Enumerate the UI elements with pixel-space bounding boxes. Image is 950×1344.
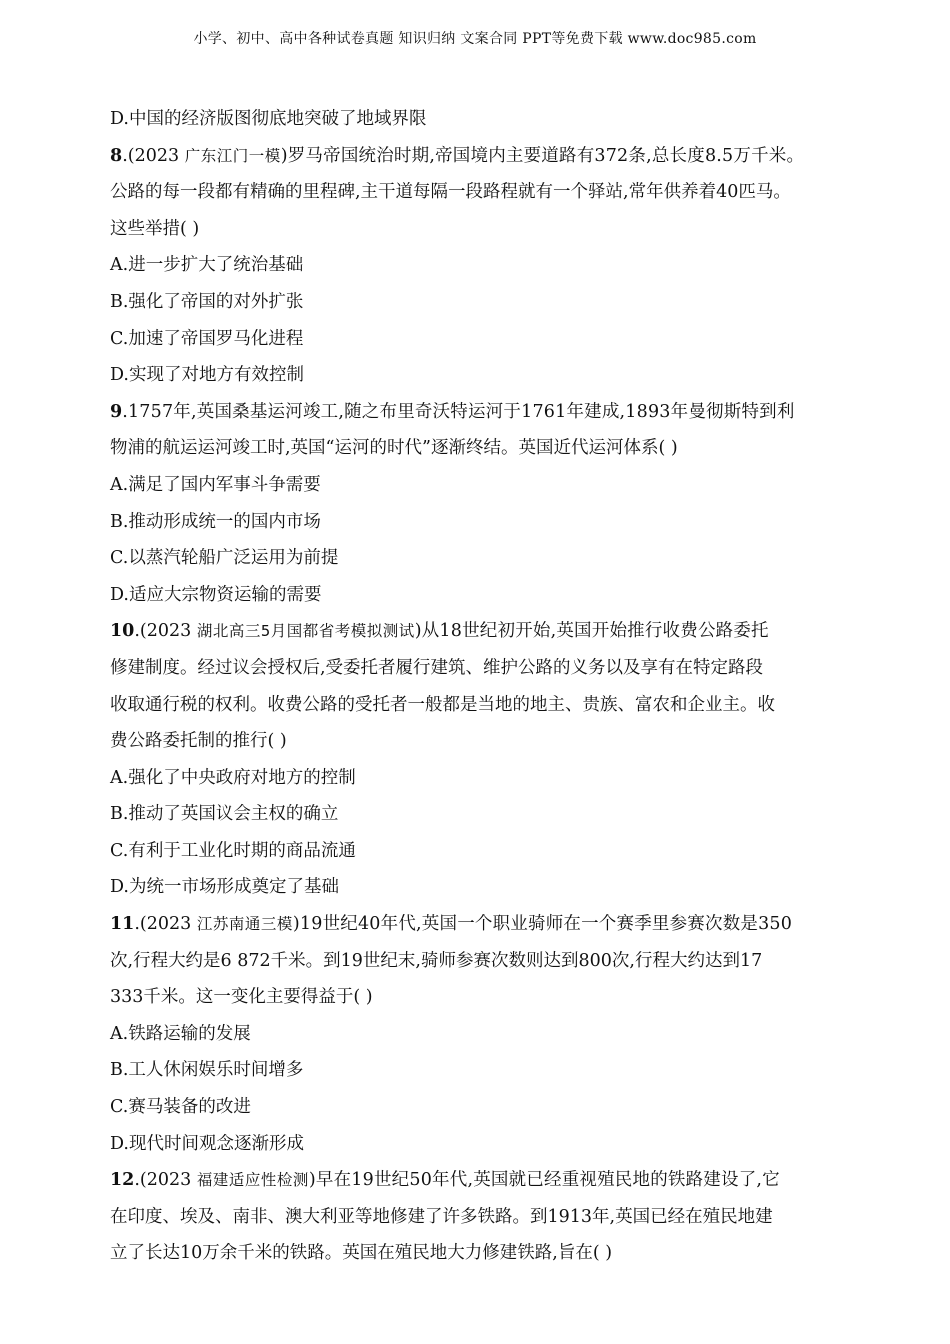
question-8-stem-line-1 [110,138,860,175]
source-open: .(2023 [134,1170,197,1191]
source-open: .(2023 [134,914,197,935]
stem-text: )19世纪40年代,英国一个职业骑师在一个赛季里参赛次数是350 [292,914,793,935]
question-number: 12 [110,1170,135,1191]
question-11-option-c: C.赛马装备的改进 [110,1097,251,1118]
prev-question-option-d: D.中国的经济版图彻底地突破了地域界限 [110,109,427,129]
question-9-option-a: A.满足了国内军事斗争需要 [110,474,321,495]
exam-content [110,101,860,1272]
question-11-option-a: A.铁路运输的发展 [110,1023,251,1044]
question-number: 9 [110,401,123,422]
question-12-stem-line-2: 在印度、埃及、南非、澳大利亚等地修建了许多铁路。到1913年,英国已经在殖民地建 [110,1206,773,1227]
question-8-stem-line-2: 公路的每一段都有精确的里程碑,主干道每隔一段路程就有一个驿站,常年供养着40匹马。 [110,182,791,203]
question-10-stem-line-2: 修建制度。经过议会授权后,受委托者履行建筑、维护公路的义务以及享有在特定路段 [110,657,764,678]
question-8 [110,138,860,394]
question-11 [110,906,860,1162]
question-9 [110,394,860,614]
question-10-option-c: C.有利于工业化时期的商品流通 [110,840,356,861]
question-11-option-d: D.现代时间观念逐渐形成 [110,1133,304,1154]
stem-text: )罗马帝国统治时期,帝国境内主要道路有372条,总长度8.5万千米。 [280,145,805,166]
question-11-option-b: B.工人休闲娱乐时间增多 [110,1060,304,1081]
source-open: .(2023 [134,621,197,642]
question-8-option-c: C.加速了帝国罗马化进程 [110,328,304,349]
question-9-stem-line-1 [110,394,860,431]
question-9-option-c: C.以蒸汽轮船广泛运用为前提 [110,548,339,569]
question-11-stem-line-2: 次,行程大约是6 872千米。到19世纪末,骑师参赛次数则达到800次,行程大约达到17 [110,950,763,971]
question-8-option-a: A.进一步扩大了统治基础 [110,255,304,276]
question-source: 湖北高三5月国都省考模拟测试 [196,622,415,641]
question-10-stem-line-1 [110,613,860,650]
question-source: 福建适应性检测 [196,1171,309,1190]
question-source: 广东江门一模 [184,146,281,165]
question-12-stem-line-1 [110,1162,860,1199]
question-number: 10 [110,621,135,642]
stem-text: )早在19世纪50年代,英国就已经重视殖民地的铁路建设了,它 [308,1170,780,1191]
question-10 [110,613,860,906]
question-9-option-b: B.推动形成统一的国内市场 [110,511,321,532]
question-10-option-b: B.推动了英国议会主权的确立 [110,804,339,825]
stem-text: .1757年,英国桑基运河竣工,随之布里奇沃特运河于1761年建成,1893年曼彻斯特到利 [122,401,795,422]
question-8-option-d: D.实现了对地方有效控制 [110,365,304,386]
question-12 [110,1162,860,1272]
question-10-stem-line-4: 费公路委托制的推行( ) [110,731,287,752]
question-number: 8 [110,145,123,166]
page-header: 小学、初中、高中各种试卷真题 知识归纳 文案合同 PPT等免费下载 www.doc985.com [193,31,757,47]
source-open: .(2023 [122,145,185,166]
question-9-option-d: D.适应大宗物资运输的需要 [110,584,322,605]
question-8-stem-line-3: 这些举措( ) [110,218,200,239]
question-source: 江苏南通三模 [196,915,293,934]
question-10-option-d: D.为统一市场形成奠定了基础 [110,877,339,898]
question-10-option-a: A.强化了中央政府对地方的控制 [110,767,356,788]
question-8-option-b: B.强化了帝国的对外扩张 [110,291,304,312]
question-10-stem-line-3: 收取通行税的权利。收费公路的受托者一般都是当地的地主、贵族、富农和企业主。收 [110,694,775,715]
stem-text: )从18世纪初开始,英国开始推行收费公路委托 [414,621,769,642]
question-number: 11 [110,914,135,935]
question-9-stem-line-2: 物浦的航运运河竣工时,英国“运河的时代”逐渐终结。英国近代运河体系( ) [110,438,678,459]
question-11-stem-line-3: 333千米。这一变化主要得益于( ) [110,987,373,1008]
question-12-stem-line-3: 立了长达10万余千米的铁路。英国在殖民地大力修建铁路,旨在( ) [110,1243,613,1264]
question-11-stem-line-1 [110,906,860,943]
